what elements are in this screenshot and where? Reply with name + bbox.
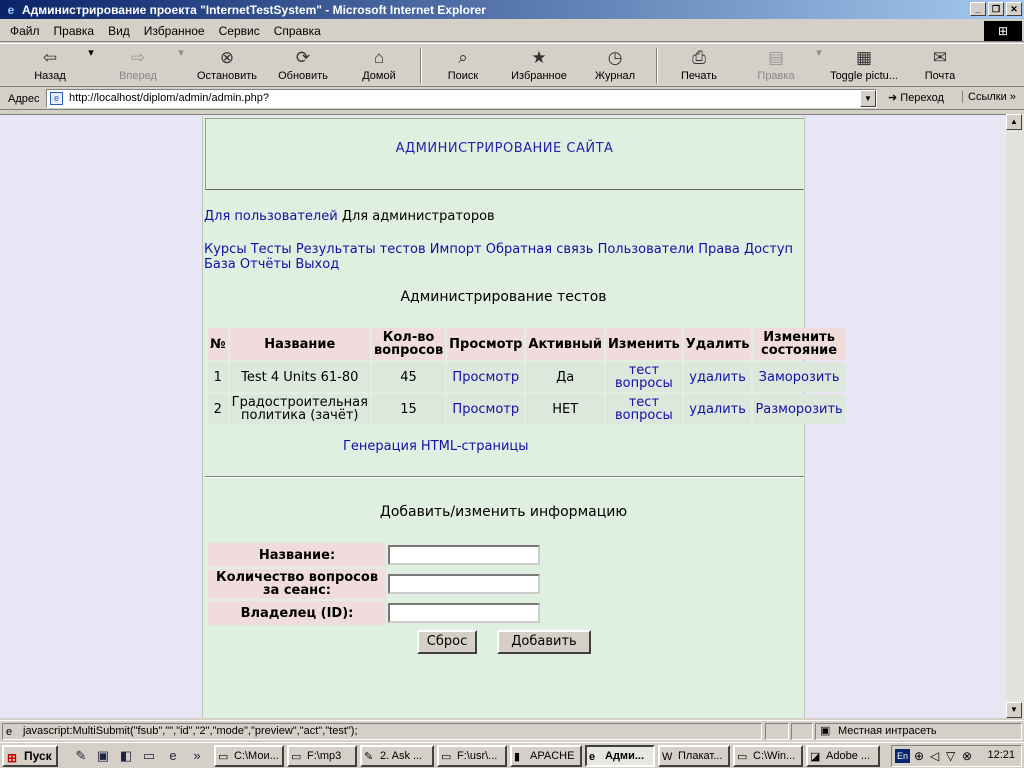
history-icon: ◷ [607,48,623,67]
page-icon: e [50,92,63,105]
col-delete: Удалить [684,328,752,360]
home-button[interactable]: ⌂ Домой [352,46,406,86]
table-row [208,394,845,424]
cell-count: 15 [372,394,445,424]
vertical-scrollbar[interactable] [1006,114,1024,718]
nav-database[interactable]: База [204,257,236,272]
quicklaunch-ie-icon[interactable]: e [169,748,177,763]
mail-icon: ✉ [932,48,948,67]
col-view: Просмотр [447,328,524,360]
col-state: Изменить состояние [753,328,844,360]
language-indicator[interactable]: En [896,751,908,761]
col-count: Кол-во вопросов [373,330,444,358]
go-button[interactable]: ➜ Переход [888,92,944,104]
edit-icon: ▤ [767,48,785,67]
close-button[interactable]: ✕ [1006,2,1022,16]
form-section-title: Добавить/изменить информацию [379,504,628,520]
page-status-icon: e [6,726,13,738]
restore-button[interactable]: ❐ [988,2,1004,16]
home-icon: ⌂ [373,48,385,67]
task-button[interactable]: ▭ C:\Win... [733,745,803,767]
table-row [208,362,845,392]
table-header-row [208,328,845,360]
quicklaunch-folder-icon[interactable]: ▭ [142,748,156,763]
nav-test-results[interactable]: Результаты тестов [295,242,426,257]
task-button[interactable]: ▮ APACHE [510,745,582,767]
window-titlebar[interactable] [0,0,1024,19]
nav-import[interactable]: Импорт [429,242,482,257]
search-icon: ⌕ [458,48,468,67]
back-button[interactable]: ⇦ Назад [22,46,78,86]
nav-logout[interactable]: Выход [295,257,340,272]
forward-button[interactable]: ⇨ Вперед [108,46,168,86]
quicklaunch-save-icon[interactable]: ▣ [96,748,110,763]
network-icon[interactable]: ⊕ [914,749,925,763]
stop-button[interactable]: ⊗ Остановить [192,46,262,86]
cell-num: 2 [208,394,228,424]
cell-name: Градостроительная политика (зачёт) [231,395,368,423]
reset-button[interactable]: Сброс [417,630,477,654]
volume-icon[interactable]: ◁ [930,749,940,763]
cell-active: НЕТ [526,394,604,424]
col-active: Активный [526,328,604,360]
windows-logo-icon: ⊞ [984,21,1022,41]
security-icon[interactable]: ▽ [946,749,956,763]
nav-rights[interactable]: Права [698,242,740,257]
refresh-icon: ⟳ [295,48,311,67]
toggle-pictures-button[interactable]: ▦ Toggle pictu... [826,46,902,86]
app-icon: ✎ [364,751,374,763]
name-label: Название: [208,543,386,567]
generate-html-link[interactable]: Генерация HTML-страницы [343,439,529,454]
go-arrow-icon: ➜ [888,92,901,104]
address-input[interactable] [46,89,877,108]
nav-feedback[interactable]: Обратная связь [485,242,594,257]
clock: 12:21 [987,749,1015,761]
tests-table [206,326,847,426]
task-button[interactable]: ▭ F:\usr\... [437,745,507,767]
nav-access[interactable]: Доступ [744,242,794,257]
delete-link[interactable]: удалить [689,369,746,385]
folder-icon: ▭ [218,751,229,763]
view-link[interactable]: Просмотр [452,401,520,417]
favorites-button[interactable]: ★ Избранное [505,46,573,86]
audience-nav [204,209,495,224]
cell-active: Да [526,362,604,392]
cell-num: 1 [208,362,228,392]
menu-help[interactable]: Справка [273,23,321,38]
edit-dropdown[interactable]: ▾ [816,47,822,59]
ie-logo-icon: e [7,2,15,17]
folder-icon: ▭ [291,751,302,763]
menu-edit[interactable]: Правка [53,23,95,38]
printer-icon: ⎙ [692,48,706,67]
search-button[interactable]: ⌕ Поиск [436,46,490,86]
col-num: № [208,328,228,360]
change-state-link[interactable]: Разморозить [755,401,843,417]
stop-icon: ⊗ [219,48,235,67]
task-button[interactable]: ◪ Adobe ... [806,745,880,767]
menu-file[interactable]: Файл [10,23,40,38]
view-link[interactable]: Просмотр [452,369,520,385]
nav-tests[interactable]: Тесты [250,242,292,257]
edit-test-questions-link[interactable]: тест вопросы [615,363,673,391]
folder-icon: ▭ [441,751,452,763]
task-button[interactable]: W Плакат... [658,745,730,767]
system-tray [891,745,1022,767]
back-arrow-icon: ⇦ [42,48,58,67]
admin-nav [204,242,804,272]
edit-test-questions-link[interactable]: тест вопросы [615,395,673,423]
count-label: Количество вопросов за сеанс: [208,569,386,599]
browser-toolbar [0,43,1024,87]
change-state-link[interactable]: Заморозить [758,369,840,385]
nav-courses[interactable]: Курсы [204,242,247,257]
cell-count: 45 [372,362,445,392]
quicklaunch-edit-icon[interactable]: ✎ [75,748,87,763]
name-input[interactable] [388,545,540,565]
minimize-button[interactable]: _ [970,2,986,16]
tray-app-icon[interactable]: ⊗ [962,749,973,763]
delete-link[interactable]: удалить [689,401,746,417]
taskbar [0,742,1024,768]
links-button[interactable]: Ссылки » [962,91,1016,103]
task-button[interactable]: ▭ C:\Мои... [214,745,284,767]
address-dropdown-icon[interactable]: ▼ [860,90,876,107]
menu-favorites[interactable]: Избранное [143,23,205,38]
status-bar [0,720,1024,741]
back-dropdown[interactable]: ▾ [88,47,94,59]
menu-tools[interactable]: Сервис [218,23,260,38]
address-label: Адрес [8,92,40,105]
owner-input[interactable] [388,603,540,623]
toggle-pictures-icon: ▦ [855,48,873,67]
page-header [205,118,804,190]
favorites-icon: ★ [531,48,547,67]
edit-form [206,541,542,627]
admin-page [202,116,843,718]
forward-dropdown[interactable]: ▾ [178,47,184,59]
history-button[interactable]: ◷ Журнал [588,46,642,86]
folder-icon: ▭ [737,751,748,763]
scroll-up-icon[interactable]: ▲ [1006,114,1022,130]
nav-admins-label: Для администраторов [341,209,495,224]
print-button[interactable]: ⎙ Печать [672,46,726,86]
col-edit: Изменить [606,328,682,360]
address-url: http://localhost/diplom/admin/admin.php? [69,92,269,104]
col-name: Название [230,328,370,360]
intranet-zone-icon: ▣ [820,725,831,737]
owner-label: Владелец (ID): [208,601,386,625]
menu-bar [0,20,1024,42]
ie-icon: e [589,751,596,763]
window-title: Администрирование проекта "InternetTestSystem" - Microsoft Internet Explorer [22,2,486,17]
tests-section-title: Администрирование тестов [400,289,607,305]
address-bar [0,88,1024,110]
nav-users[interactable]: Пользователи [597,242,695,257]
quicklaunch-more-icon[interactable]: » [193,748,201,763]
windows-flag-icon: ⊞ [7,751,18,765]
nav-users-link[interactable]: Для пользователей [204,209,338,224]
nav-reports[interactable]: Отчёты [239,257,292,272]
task-button[interactable]: ▭ F:\mp3 [287,745,357,767]
divider [205,476,804,478]
zone-text: Местная интрасеть [838,725,937,737]
task-button-active[interactable]: e Адми... [585,745,655,767]
word-icon: W [662,751,673,763]
quicklaunch-app-icon[interactable]: ◧ [119,748,133,763]
add-button[interactable]: Добавить [497,630,591,654]
start-button[interactable]: ⊞ Пуск [2,745,58,767]
count-input[interactable] [388,574,540,594]
cell-name: Test 4 Units 61-80 [230,362,370,392]
forward-arrow-icon: ⇨ [130,48,146,67]
page-title: АДМИНИСТРИРОВАНИЕ САЙТА [395,141,614,156]
browser-viewport [0,114,1006,718]
edit-button[interactable]: ▤ Правка [746,46,806,86]
scroll-down-icon[interactable]: ▼ [1006,702,1022,718]
console-icon: ▮ [514,751,521,763]
mail-button[interactable]: ✉ Почта [916,46,964,86]
status-text: javascript:MultiSubmit("fsub","","id","2","mode","preview","act","test"); [23,725,358,737]
adobe-icon: ◪ [810,751,821,763]
menu-view[interactable]: Вид [108,23,130,38]
refresh-button[interactable]: ⟳ Обновить [272,46,334,86]
task-button[interactable]: ✎ 2. Ask ... [360,745,434,767]
